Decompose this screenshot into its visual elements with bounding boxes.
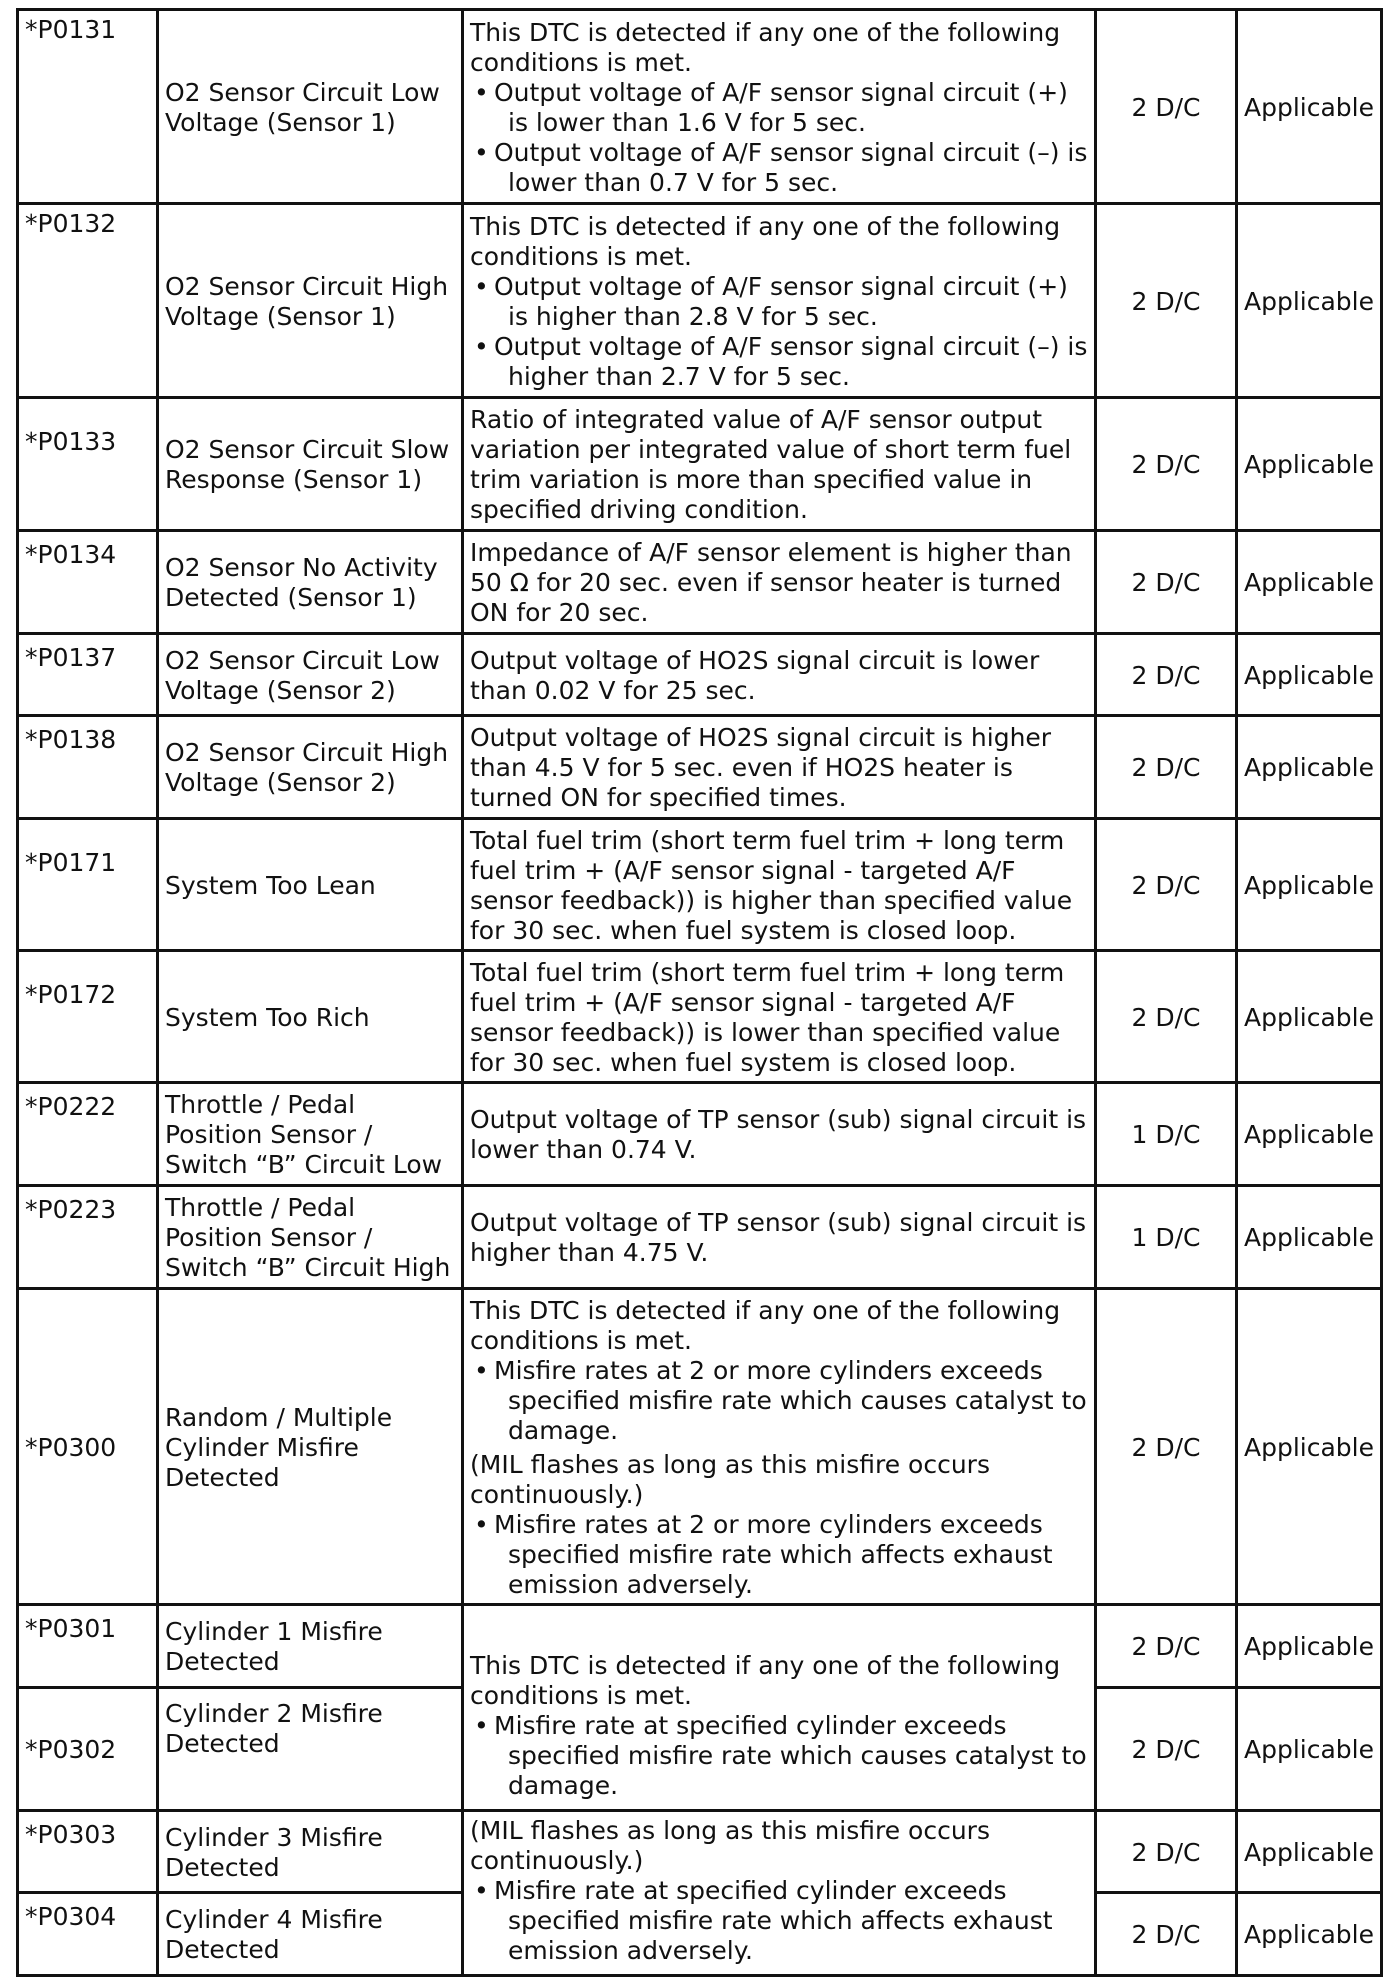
detection-condition: Total fuel trim (short term fuel trim + long term fuel trim + (A/F sensor signal - targeted A/F sensor feedback)) is lower than specified value for 30 sec. when fuel system is closed loop. (463, 951, 1096, 1083)
mil-status: Applicable (1237, 634, 1382, 716)
mil-status: Applicable (1237, 1811, 1382, 1893)
bullet-item (470, 1510, 1088, 1600)
bullet-item (470, 272, 1088, 332)
trip-detection: 2 D/C (1096, 398, 1237, 531)
mil-status: Applicable (1237, 398, 1382, 531)
bullet-item (470, 1356, 1088, 1446)
mil-status: Applicable (1237, 10, 1382, 204)
condition-intro: This DTC is detected if any one of the following conditions is met. (470, 1295, 1061, 1355)
trip-detection: 2 D/C (1096, 634, 1237, 716)
trip-detection: 2 D/C (1096, 1893, 1237, 1976)
bullet-text: Output voltage of A/F sensor signal circuit (–) is higher than 2.7 V for 5 sec. (494, 331, 1088, 391)
mil-status: Applicable (1237, 1605, 1382, 1688)
condition-intro: This DTC is detected if any one of the following conditions is met. (470, 17, 1061, 77)
condition-intro: This DTC is detected if any one of the following conditions is met. (470, 1651, 1061, 1710)
mil-status: Applicable (1237, 1688, 1382, 1811)
bullet-text: Misfire rate at specified cylinder exceeds specified misfire rate which causes catalyst to damage. (494, 1711, 1087, 1800)
table-row (18, 531, 1382, 634)
dtc-name: O2 Sensor Circuit High Voltage (Sensor 1) (158, 204, 463, 398)
dtc-code: *P0302 (18, 1688, 158, 1811)
detection-condition: Output voltage of HO2S signal circuit is higher than 4.5 V for 5 sec. even if HO2S heater is turned ON for specified times. (463, 716, 1096, 819)
mil-status: Applicable (1237, 1289, 1382, 1605)
detection-condition: Total fuel trim (short term fuel trim + long term fuel trim + (A/F sensor signal - targeted A/F sensor feedback)) is higher than specified value for 30 sec. when fuel system is closed loop. (463, 819, 1096, 951)
detection-condition-cylinder-group-a (463, 1605, 1096, 1811)
bullet-text: Misfire rates at 2 or more cylinders exceeds specified misfire rate which affects exhaust emission adversely. (494, 1509, 1053, 1599)
bullet-icon: • (474, 271, 489, 301)
dtc-code: *P0223 (18, 1186, 158, 1289)
bullet-text: Output voltage of A/F sensor signal circuit (+) is higher than 2.8 V for 5 sec. (494, 271, 1068, 331)
dtc-name: Cylinder 1 Misfire Detected (158, 1605, 463, 1688)
dtc-name: System Too Lean (158, 819, 463, 951)
bullet-text: Output voltage of A/F sensor signal circuit (+) is lower than 1.6 V for 5 sec. (494, 77, 1068, 137)
bullet-item (470, 1876, 1088, 1966)
trip-detection: 2 D/C (1096, 204, 1237, 398)
dtc-code: *P0222 (18, 1083, 158, 1186)
dtc-code: *P0301 (18, 1605, 158, 1688)
dtc-name: O2 Sensor Circuit High Voltage (Sensor 2) (158, 716, 463, 819)
detection-condition (463, 204, 1096, 398)
table-row (18, 951, 1382, 1083)
dtc-code: *P0133 (18, 398, 158, 531)
mil-status: Applicable (1237, 1186, 1382, 1289)
detection-condition: Impedance of A/F sensor element is higher than 50 Ω for 20 sec. even if sensor heater is turned ON for 20 sec. (463, 531, 1096, 634)
bullet-item (470, 1711, 1088, 1801)
bullet-icon: • (474, 1355, 489, 1385)
condition-intro: This DTC is detected if any one of the following conditions is met. (470, 211, 1061, 271)
trip-detection: 2 D/C (1096, 10, 1237, 204)
dtc-code: *P0303 (18, 1811, 158, 1893)
table-row (18, 398, 1382, 531)
trip-detection: 2 D/C (1096, 819, 1237, 951)
bullet-item (470, 138, 1088, 198)
table-row (18, 1605, 1382, 1688)
bullet-icon: • (474, 77, 489, 107)
table-row (18, 1186, 1382, 1289)
mil-status: Applicable (1237, 531, 1382, 634)
detection-condition-cylinder-group-b (463, 1811, 1096, 1976)
mil-status: Applicable (1237, 716, 1382, 819)
detection-condition (463, 10, 1096, 204)
table-row (18, 634, 1382, 716)
trip-detection: 2 D/C (1096, 716, 1237, 819)
dtc-name: O2 Sensor Circuit Low Voltage (Sensor 2) (158, 634, 463, 716)
table-row (18, 1083, 1382, 1186)
table-row (18, 10, 1382, 204)
detection-condition (463, 1289, 1096, 1605)
bullet-icon: • (474, 331, 489, 361)
dtc-code: *P0171 (18, 819, 158, 951)
mil-status: Applicable (1237, 819, 1382, 951)
table-row (18, 819, 1382, 951)
bullet-icon: • (474, 1876, 489, 1905)
table-row (18, 1289, 1382, 1605)
table-row (18, 1811, 1382, 1893)
trip-detection: 2 D/C (1096, 1688, 1237, 1811)
dtc-name: Cylinder 4 Misfire Detected (158, 1893, 463, 1976)
dtc-name: O2 Sensor Circuit Slow Response (Sensor 1) (158, 398, 463, 531)
bullet-item (470, 78, 1088, 138)
dtc-code: *P0172 (18, 951, 158, 1083)
bullet-text: Misfire rate at specified cylinder exceeds specified misfire rate which affects exhaust emission adversely. (494, 1876, 1053, 1965)
dtc-name: System Too Rich (158, 951, 463, 1083)
dtc-code: *P0137 (18, 634, 158, 716)
trip-detection: 2 D/C (1096, 531, 1237, 634)
bullet-icon: • (474, 1711, 489, 1740)
mil-status: Applicable (1237, 1083, 1382, 1186)
trip-detection: 2 D/C (1096, 1289, 1237, 1605)
mil-note: (MIL flashes as long as this misfire occurs continuously.) (470, 1449, 990, 1509)
detection-condition: Output voltage of TP sensor (sub) signal circuit is lower than 0.74 V. (463, 1083, 1096, 1186)
trip-detection: 2 D/C (1096, 1811, 1237, 1893)
mil-status: Applicable (1237, 951, 1382, 1083)
mil-note: (MIL flashes as long as this misfire occurs continuously.) (470, 1816, 990, 1875)
dtc-code: *P0300 (18, 1289, 158, 1605)
dtc-table (16, 8, 1383, 1977)
dtc-name: Throttle / Pedal Position Sensor / Switch “B” Circuit High (158, 1186, 463, 1289)
dtc-code: *P0138 (18, 716, 158, 819)
detection-condition: Output voltage of HO2S signal circuit is lower than 0.02 V for 25 sec. (463, 634, 1096, 716)
trip-detection: 1 D/C (1096, 1186, 1237, 1289)
bullet-text: Misfire rates at 2 or more cylinders exceeds specified misfire rate which causes catalyst to damage. (494, 1355, 1087, 1445)
detection-condition: Output voltage of TP sensor (sub) signal circuit is higher than 4.75 V. (463, 1186, 1096, 1289)
detection-condition: Ratio of integrated value of A/F sensor output variation per integrated value of short term fuel trim variation is more than specified value in specified driving condition. (463, 398, 1096, 531)
dtc-code: *P0304 (18, 1893, 158, 1976)
dtc-code: *P0131 (18, 10, 158, 204)
mil-status: Applicable (1237, 204, 1382, 398)
dtc-name: Random / Multiple Cylinder Misfire Detected (158, 1289, 463, 1605)
dtc-name: O2 Sensor Circuit Low Voltage (Sensor 1) (158, 10, 463, 204)
bullet-icon: • (474, 137, 489, 167)
mil-status: Applicable (1237, 1893, 1382, 1976)
dtc-code: *P0132 (18, 204, 158, 398)
trip-detection: 2 D/C (1096, 951, 1237, 1083)
dtc-name: Cylinder 3 Misfire Detected (158, 1811, 463, 1893)
bullet-text: Output voltage of A/F sensor signal circuit (–) is lower than 0.7 V for 5 sec. (494, 137, 1088, 197)
dtc-code: *P0134 (18, 531, 158, 634)
dtc-name: Throttle / Pedal Position Sensor / Switch “B” Circuit Low (158, 1083, 463, 1186)
dtc-name: O2 Sensor No Activity Detected (Sensor 1) (158, 531, 463, 634)
table-row (18, 716, 1382, 819)
bullet-item (470, 332, 1088, 392)
bullet-icon: • (474, 1509, 489, 1539)
trip-detection: 2 D/C (1096, 1605, 1237, 1688)
dtc-name: Cylinder 2 Misfire Detected (158, 1688, 463, 1811)
table-row (18, 204, 1382, 398)
trip-detection: 1 D/C (1096, 1083, 1237, 1186)
